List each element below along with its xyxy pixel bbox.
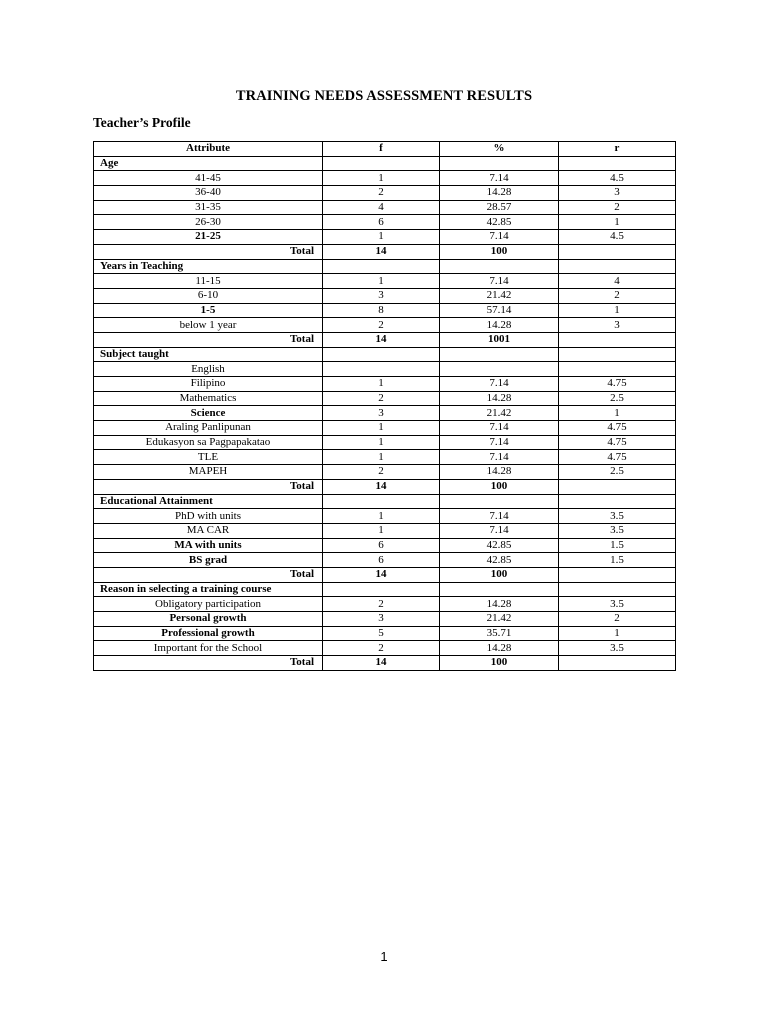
total-rank [559, 479, 676, 494]
rank-cell: 2 [559, 612, 676, 627]
attribute-cell: TLE [94, 450, 323, 465]
frequency-cell: 3 [323, 406, 440, 421]
frequency-cell: 6 [323, 553, 440, 568]
header-attribute: Attribute [94, 142, 323, 157]
empty-cell [440, 582, 559, 597]
table-row [94, 597, 676, 612]
attribute-cell: 41-45 [94, 171, 323, 186]
attribute-cell: 31-35 [94, 200, 323, 215]
total-percent: 1001 [440, 332, 559, 347]
frequency-cell: 4 [323, 200, 440, 215]
frequency-cell: 1 [323, 523, 440, 538]
percent-cell: 7.14 [440, 377, 559, 392]
total-label: Total [94, 656, 323, 671]
table-row [94, 435, 676, 450]
frequency-cell: 2 [323, 465, 440, 480]
total-row [94, 332, 676, 347]
section-heading: Teacher’s Profile [93, 115, 191, 130]
attribute-cell: Personal growth [94, 612, 323, 627]
attribute-cell: Edukasyon sa Pagpapakatao [94, 435, 323, 450]
total-row [94, 567, 676, 582]
percent-cell: 7.14 [440, 509, 559, 524]
table-row [94, 288, 676, 303]
group-label: Years in Teaching [94, 259, 323, 274]
attribute-cell: 11-15 [94, 274, 323, 289]
frequency-cell: 1 [323, 274, 440, 289]
percent-cell [440, 362, 559, 377]
rank-cell: 3.5 [559, 523, 676, 538]
total-frequency: 14 [323, 656, 440, 671]
total-percent: 100 [440, 656, 559, 671]
attribute-cell: BS grad [94, 553, 323, 568]
percent-cell: 42.85 [440, 553, 559, 568]
empty-cell [323, 347, 440, 362]
frequency-cell: 3 [323, 288, 440, 303]
table-header-row [94, 142, 676, 157]
total-percent: 100 [440, 244, 559, 259]
table-row [94, 406, 676, 421]
percent-cell: 14.28 [440, 641, 559, 656]
table-row [94, 553, 676, 568]
attribute-cell: MA CAR [94, 523, 323, 538]
total-rank [559, 244, 676, 259]
table-row [94, 303, 676, 318]
empty-cell [559, 156, 676, 171]
percent-cell: 21.42 [440, 406, 559, 421]
attribute-cell: English [94, 362, 323, 377]
percent-cell: 7.14 [440, 421, 559, 436]
frequency-cell: 2 [323, 318, 440, 333]
percent-cell: 7.14 [440, 274, 559, 289]
rank-cell: 2 [559, 200, 676, 215]
group-header-row [94, 582, 676, 597]
group-header-row [94, 156, 676, 171]
frequency-cell: 6 [323, 215, 440, 230]
empty-cell [440, 259, 559, 274]
frequency-cell: 8 [323, 303, 440, 318]
table-row [94, 626, 676, 641]
frequency-cell: 1 [323, 450, 440, 465]
rank-cell: 1.5 [559, 553, 676, 568]
attribute-cell: Araling Panlipunan [94, 421, 323, 436]
group-label: Educational Attainment [94, 494, 323, 509]
total-label: Total [94, 567, 323, 582]
table-row [94, 465, 676, 480]
attribute-cell: Professional growth [94, 626, 323, 641]
frequency-cell: 2 [323, 641, 440, 656]
attribute-cell: Mathematics [94, 391, 323, 406]
total-row [94, 656, 676, 671]
total-percent: 100 [440, 479, 559, 494]
percent-cell: 7.14 [440, 523, 559, 538]
rank-cell: 4.75 [559, 377, 676, 392]
rank-cell: 1 [559, 626, 676, 641]
attribute-cell: 21-25 [94, 230, 323, 245]
total-label: Total [94, 244, 323, 259]
percent-cell: 21.42 [440, 288, 559, 303]
total-rank [559, 332, 676, 347]
frequency-cell: 1 [323, 171, 440, 186]
table-row [94, 377, 676, 392]
percent-cell: 7.14 [440, 435, 559, 450]
table-row [94, 200, 676, 215]
frequency-cell [323, 362, 440, 377]
rank-cell: 4.75 [559, 421, 676, 436]
percent-cell: 14.28 [440, 318, 559, 333]
percent-cell: 7.14 [440, 171, 559, 186]
group-header-row [94, 494, 676, 509]
attribute-cell: 1-5 [94, 303, 323, 318]
total-label: Total [94, 479, 323, 494]
table-row [94, 186, 676, 201]
rank-cell: 4.75 [559, 435, 676, 450]
total-frequency: 14 [323, 567, 440, 582]
attribute-cell: 6-10 [94, 288, 323, 303]
table-row [94, 391, 676, 406]
rank-cell: 2.5 [559, 391, 676, 406]
rank-cell: 1 [559, 215, 676, 230]
frequency-cell: 1 [323, 230, 440, 245]
table-row [94, 450, 676, 465]
table-row [94, 230, 676, 245]
rank-cell: 4 [559, 274, 676, 289]
header-rank: r [559, 142, 676, 157]
percent-cell: 57.14 [440, 303, 559, 318]
frequency-cell: 6 [323, 538, 440, 553]
empty-cell [323, 494, 440, 509]
percent-cell: 14.28 [440, 391, 559, 406]
table-row [94, 641, 676, 656]
table-row [94, 171, 676, 186]
table-row [94, 274, 676, 289]
assessment-table [93, 141, 676, 671]
empty-cell [323, 156, 440, 171]
document-title: TRAINING NEEDS ASSESSMENT RESULTS [235, 88, 533, 104]
frequency-cell: 3 [323, 612, 440, 627]
attribute-cell: 36-40 [94, 186, 323, 201]
frequency-cell: 2 [323, 186, 440, 201]
header-percent: % [440, 142, 559, 157]
rank-cell: 2.5 [559, 465, 676, 480]
rank-cell: 4.5 [559, 230, 676, 245]
attribute-cell: PhD with units [94, 509, 323, 524]
table-row [94, 318, 676, 333]
total-percent: 100 [440, 567, 559, 582]
percent-cell: 21.42 [440, 612, 559, 627]
total-row [94, 479, 676, 494]
percent-cell: 14.28 [440, 597, 559, 612]
rank-cell: 3.5 [559, 597, 676, 612]
frequency-cell: 1 [323, 421, 440, 436]
empty-cell [559, 582, 676, 597]
empty-cell [559, 259, 676, 274]
percent-cell: 7.14 [440, 230, 559, 245]
rank-cell: 3.5 [559, 641, 676, 656]
total-frequency: 14 [323, 479, 440, 494]
attribute-cell: MAPEH [94, 465, 323, 480]
rank-cell: 4.5 [559, 171, 676, 186]
table-body [94, 156, 676, 670]
rank-cell: 1.5 [559, 538, 676, 553]
empty-cell [440, 347, 559, 362]
total-rank [559, 567, 676, 582]
percent-cell: 35.71 [440, 626, 559, 641]
total-frequency: 14 [323, 332, 440, 347]
rank-cell: 1 [559, 303, 676, 318]
page-number: 1 [380, 949, 388, 964]
table-row [94, 362, 676, 377]
empty-cell [323, 582, 440, 597]
group-label: Subject taught [94, 347, 323, 362]
rank-cell [559, 362, 676, 377]
rank-cell: 4.75 [559, 450, 676, 465]
group-label: Reason in selecting a training course [94, 582, 323, 597]
table-row [94, 612, 676, 627]
percent-cell: 42.85 [440, 538, 559, 553]
table-row [94, 215, 676, 230]
total-label: Total [94, 332, 323, 347]
rank-cell: 3.5 [559, 509, 676, 524]
frequency-cell: 2 [323, 597, 440, 612]
frequency-cell: 1 [323, 377, 440, 392]
table-row [94, 523, 676, 538]
percent-cell: 28.57 [440, 200, 559, 215]
percent-cell: 42.85 [440, 215, 559, 230]
group-header-row [94, 347, 676, 362]
attribute-cell: Obligatory participation [94, 597, 323, 612]
attribute-cell: Science [94, 406, 323, 421]
attribute-cell: 26-30 [94, 215, 323, 230]
group-header-row [94, 259, 676, 274]
empty-cell [559, 494, 676, 509]
table-row [94, 421, 676, 436]
total-row [94, 244, 676, 259]
frequency-cell: 1 [323, 435, 440, 450]
frequency-cell: 5 [323, 626, 440, 641]
empty-cell [440, 494, 559, 509]
attribute-cell: below 1 year [94, 318, 323, 333]
table-row [94, 509, 676, 524]
empty-cell [440, 156, 559, 171]
attribute-cell: MA with units [94, 538, 323, 553]
rank-cell: 1 [559, 406, 676, 421]
empty-cell [323, 259, 440, 274]
total-rank [559, 656, 676, 671]
percent-cell: 7.14 [440, 450, 559, 465]
frequency-cell: 2 [323, 391, 440, 406]
attribute-cell: Important for the School [94, 641, 323, 656]
rank-cell: 2 [559, 288, 676, 303]
empty-cell [559, 347, 676, 362]
attribute-cell: Filipino [94, 377, 323, 392]
total-frequency: 14 [323, 244, 440, 259]
frequency-cell: 1 [323, 509, 440, 524]
header-frequency: f [323, 142, 440, 157]
rank-cell: 3 [559, 318, 676, 333]
rank-cell: 3 [559, 186, 676, 201]
percent-cell: 14.28 [440, 186, 559, 201]
percent-cell: 14.28 [440, 465, 559, 480]
table-row [94, 538, 676, 553]
group-label: Age [94, 156, 323, 171]
